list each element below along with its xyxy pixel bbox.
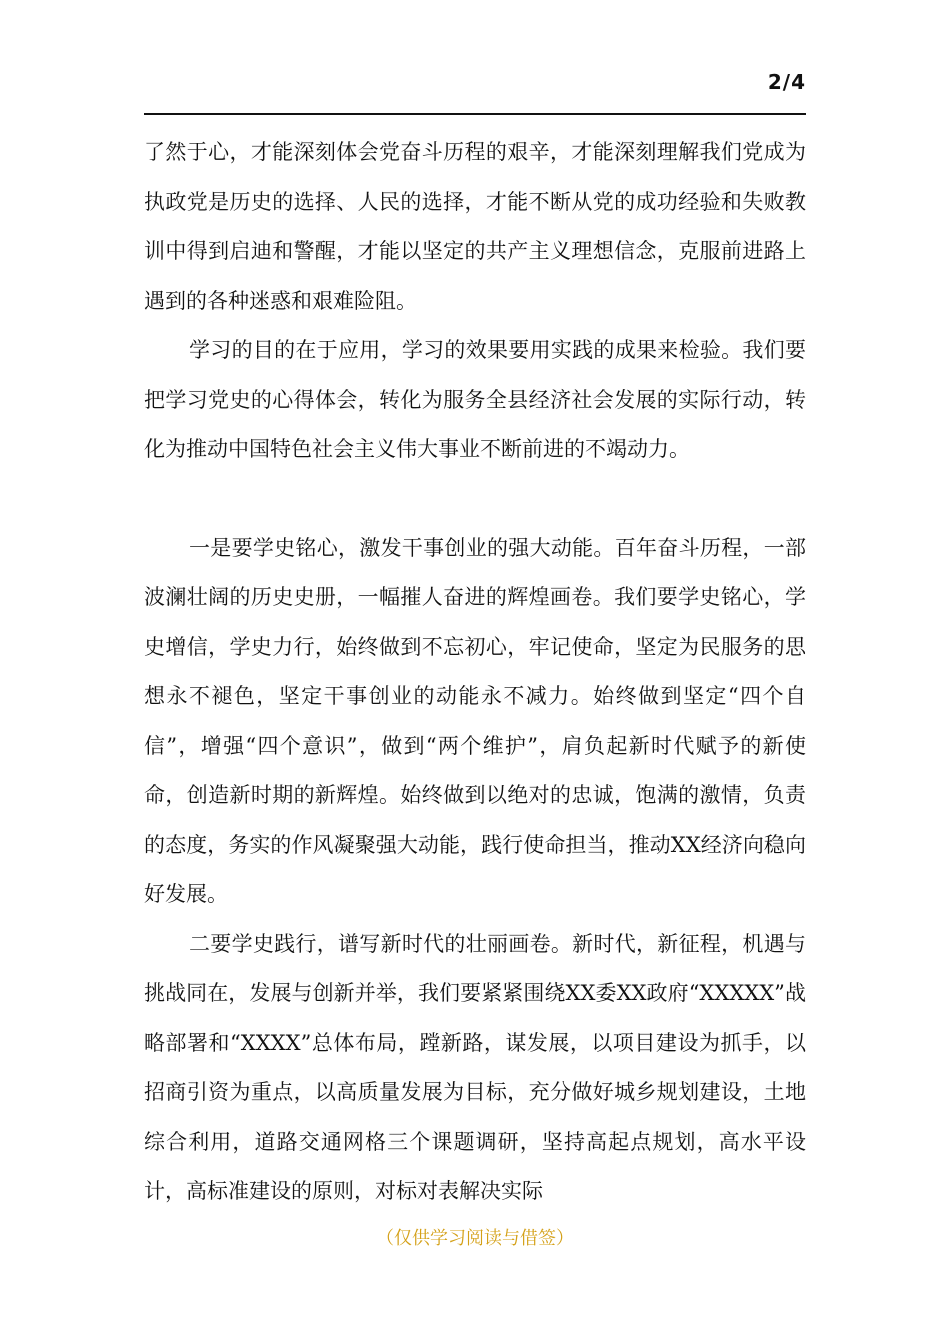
footer-note: （仅供学习阅读与借签） xyxy=(376,1228,574,1249)
paragraph-point-two: 二要学史践行，谱写新时代的壮丽画卷。新时代，新征程，机遇与挑战同在，发展与创新并举，我们要紧紧围绕XX委XX政府“XXXXX”战略部署和“XXXX”总体布局，蹚新路，谋发展，以项目建设为抓手，以招商引资为重点，以高质量发展为目标，充分做好城乡规划建设，土地综合利用，道路交通网格三个课题调研，坚持高起点规划，高水平设计，高标准建设的原则，对标对表解决实际 xyxy=(144,931,806,1203)
paragraph-study-purpose: 学习的目的在于应用，学习的效果要用实践的成果来检验。我们要把学习党史的心得体会，转化为服务全县经济社会发展的实际行动，转化为推动中国特色社会主义伟大事业不断前进的不竭动力。 xyxy=(144,338,806,461)
page-number: 2/4 xyxy=(767,70,806,94)
header-divider xyxy=(144,113,806,115)
paragraph-point-one: 一是要学史铭心，激发干事创业的强大动能。百年奋斗历程，一部波澜壮阔的历史史册，一幅摧人奋进的辉煌画卷。我们要学史铭心，学史增信，学史力行，始终做到不忘初心，牢记使命，坚定为民服务的思想永不褪色，坚定干事创业的动能永不减力。始终做到坚定“四个自信”，增强“四个意识”，做到“两个维护”，肩负起新时代赋予的新使命，创造新时期的新辉煌。始终做到以绝对的忠诚，饱满的激情，负责的态度，务实的作风凝聚强大动能，践行使命担当，推动XX经济向稳向好发展。 xyxy=(144,535,806,906)
paragraph-continuation: 了然于心，才能深刻体会党奋斗历程的艰辛，才能深刻理解我们党成为执政党是历史的选择、人民的选择，才能不断从党的成功经验和失败教训中得到启迪和警醒，才能以坚定的共产主义理想信念，克服前进路上遇到的各种迷惑和艰难险阻。 xyxy=(144,140,806,313)
document-body xyxy=(144,128,806,1217)
